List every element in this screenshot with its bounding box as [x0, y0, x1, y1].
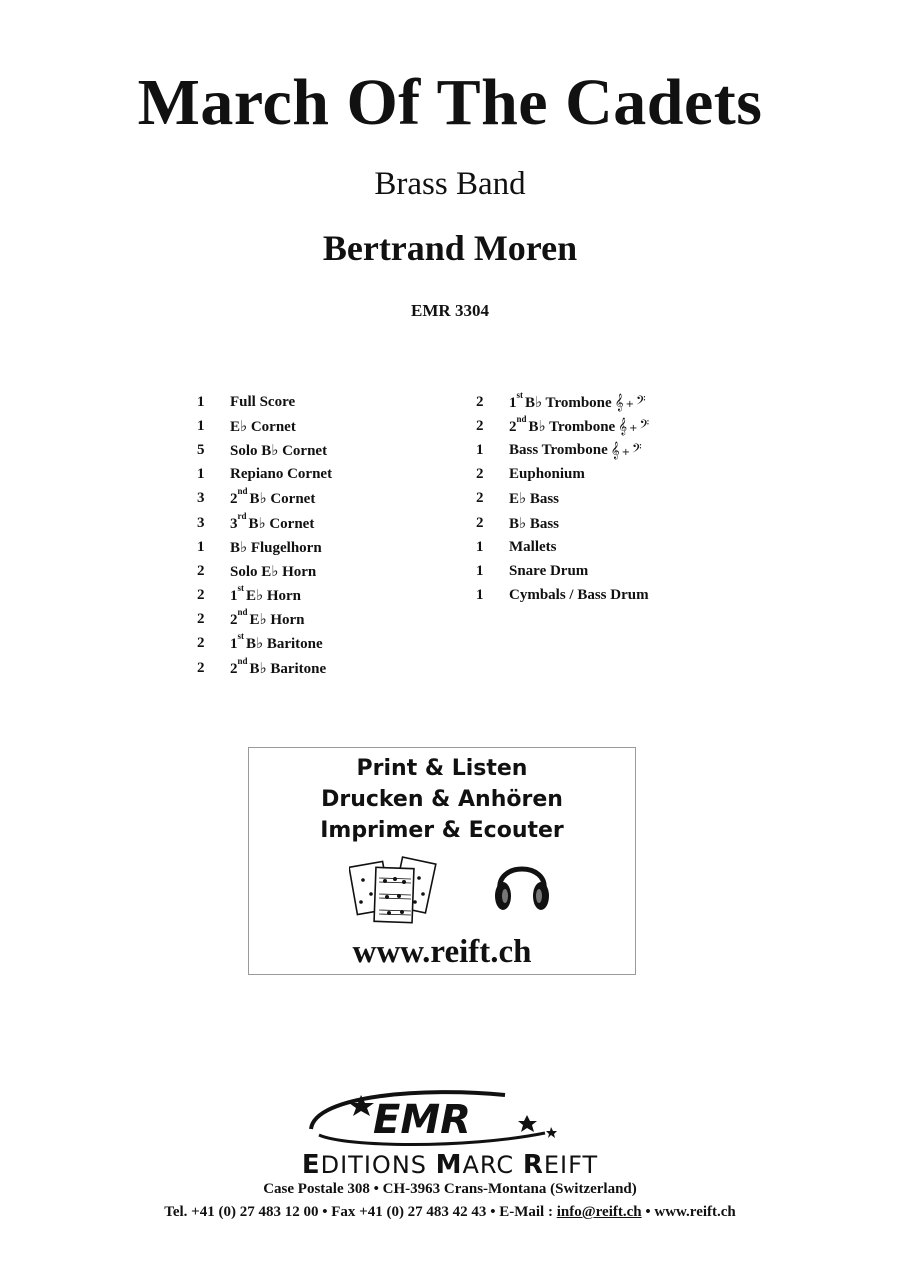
part-row [197, 414, 332, 438]
ensemble-subtitle: Brass Band [374, 166, 526, 202]
part-quantity: 2 [476, 466, 484, 483]
part-name [230, 466, 332, 483]
part-label: Solo E♭ Horn [230, 563, 317, 580]
part-label: B♭ Baritone [246, 636, 323, 653]
clef-icons [615, 393, 646, 411]
part-ordinal-suffix: nd [237, 486, 248, 497]
bass-clef-icon: 𝄢 [635, 393, 646, 412]
part-name [509, 514, 559, 533]
part-name [509, 389, 612, 412]
part-label: B♭ Baritone [249, 660, 327, 677]
part-label: B♭ Cornet [249, 491, 316, 508]
part-name [509, 413, 616, 436]
bass-clef-icon: 𝄢 [639, 417, 650, 436]
part-label: Solo B♭ Cornet [230, 442, 328, 459]
part-ordinal-suffix: nd [237, 607, 248, 618]
part-quantity: 1 [197, 393, 205, 410]
part-name [509, 442, 608, 459]
part-row [197, 632, 332, 656]
publisher-name [0, 1152, 900, 1178]
clef-icons [618, 417, 649, 435]
part-label: B♭ Trombone [525, 394, 612, 411]
part-name [230, 538, 322, 557]
publisher-name-eift: EIFT [543, 1151, 599, 1179]
part-name [230, 417, 296, 436]
plus-sign: + [625, 399, 634, 411]
piece-title: March Of The Cadets [137, 66, 763, 139]
part-label: E♭ Bass [509, 491, 560, 508]
part-ordinal-number: 1 [230, 588, 238, 605]
part-label: Euphonium [509, 466, 585, 483]
part-label: B♭ Cornet [248, 515, 315, 532]
part-row [476, 584, 649, 608]
part-name [230, 655, 327, 678]
promo-line-print-listen: Print & Listen [356, 756, 528, 781]
part-name [230, 394, 295, 411]
part-ordinal-number: 1 [230, 636, 238, 653]
part-quantity: 3 [197, 514, 205, 531]
treble-clef-icon: 𝄞 [610, 441, 620, 460]
part-label: Mallets [509, 538, 557, 555]
part-quantity: 2 [197, 659, 205, 676]
plus-sign: + [621, 447, 631, 459]
part-row [476, 390, 649, 414]
publisher-name-r: R [522, 1150, 544, 1180]
part-quantity: 1 [197, 417, 205, 434]
part-ordinal-number: 2 [509, 418, 517, 435]
part-ordinal-suffix: nd [516, 413, 527, 424]
part-row [476, 414, 649, 438]
promo-line-drucken: Drucken & Anhören [321, 787, 563, 812]
fax: Fax +41 (0) 27 483 42 43 [331, 1204, 487, 1220]
promo-line-imprimer: Imprimer & Ecouter [320, 818, 564, 843]
part-quantity: 5 [197, 441, 205, 458]
part-name [230, 486, 316, 508]
parts-list-left [197, 390, 332, 680]
part-label: B♭ Trombone [528, 418, 616, 435]
part-label: B♭ Flugelhorn [230, 539, 322, 556]
part-row [197, 390, 332, 414]
part-row [197, 559, 332, 583]
part-row [476, 511, 649, 535]
part-ordinal-number: 3 [230, 515, 238, 532]
emr-logo-text: EMR [373, 1097, 471, 1143]
part-quantity: 1 [197, 538, 205, 555]
telephone: Tel. +41 (0) 27 483 12 00 [164, 1204, 319, 1220]
publisher-address: Case Postale 308 • CH-3963 Crans-Montana (Switzerland) [263, 1181, 637, 1197]
clef-icons [611, 441, 642, 459]
part-label: E♭ Horn [249, 612, 305, 629]
promo-url[interactable]: www.reift.ch [352, 934, 532, 970]
part-quantity: 2 [476, 417, 484, 434]
sheet-music-icon [349, 854, 441, 926]
part-ordinal-suffix: rd [237, 510, 247, 521]
part-row [197, 487, 332, 511]
part-ordinal-suffix: st [516, 389, 523, 400]
part-ordinal-number: 2 [230, 491, 238, 508]
part-ordinal-suffix: nd [237, 655, 248, 666]
part-quantity: 1 [476, 441, 484, 458]
bass-clef-icon: 𝄢 [632, 441, 642, 460]
part-label: Bass Trombone [509, 441, 608, 458]
part-label: E♭ Cornet [230, 418, 296, 435]
part-label: Snare Drum [509, 562, 589, 579]
publisher-contact [0, 1205, 900, 1220]
part-name [230, 510, 315, 533]
part-quantity: 1 [476, 538, 484, 555]
part-label: B♭ Bass [509, 515, 560, 532]
part-row [197, 511, 332, 535]
part-ordinal-number: 2 [230, 612, 238, 629]
catalog-number: EMR 3304 [411, 301, 489, 320]
part-name [230, 562, 316, 581]
part-quantity: 2 [476, 514, 484, 531]
part-ordinal-number: 2 [230, 660, 238, 677]
plus-sign: + [629, 423, 638, 435]
part-quantity: 1 [197, 466, 205, 483]
print-listen-box[interactable] [248, 747, 636, 975]
part-name [230, 607, 305, 629]
part-label: Repiano Cornet [230, 466, 333, 483]
part-name [509, 489, 559, 508]
part-row [197, 535, 332, 559]
part-quantity: 1 [476, 587, 484, 604]
part-label: Cymbals / Bass Drum [509, 587, 649, 604]
publisher-name-arc: ARC [462, 1151, 523, 1179]
headphones-icon [492, 850, 552, 916]
part-row [476, 463, 649, 487]
part-row [197, 438, 332, 462]
publisher-name-ditions: DITIONS [320, 1151, 436, 1179]
composer-name: Bertrand Moren [322, 228, 578, 268]
separator: • [641, 1204, 655, 1220]
email-link[interactable]: info@reift.ch [556, 1204, 642, 1220]
part-row [476, 535, 649, 559]
part-ordinal-suffix: st [237, 631, 244, 642]
parts-list-right [476, 390, 649, 608]
part-row [197, 656, 332, 680]
part-quantity: 2 [197, 635, 205, 652]
part-row [197, 608, 332, 632]
part-quantity: 1 [476, 562, 484, 579]
part-name [509, 466, 585, 483]
part-label: E♭ Horn [246, 588, 301, 605]
part-name [230, 631, 323, 653]
part-name [509, 563, 588, 580]
treble-clef-icon: 𝄞 [618, 417, 628, 436]
part-quantity: 2 [476, 393, 484, 410]
part-quantity: 2 [197, 587, 205, 604]
part-row [476, 487, 649, 511]
treble-clef-icon: 𝄞 [614, 393, 624, 412]
part-row [197, 584, 332, 608]
part-quantity: 2 [197, 611, 205, 628]
website-link[interactable]: www.reift.ch [654, 1204, 736, 1220]
part-row [476, 559, 649, 583]
separator: • [318, 1204, 332, 1220]
part-row [476, 438, 649, 462]
part-label: Full Score [230, 393, 296, 410]
publisher-name-e: E [301, 1150, 321, 1180]
part-name [230, 583, 301, 605]
emr-logo [305, 1085, 565, 1151]
part-ordinal-suffix: st [237, 583, 244, 594]
part-quantity: 2 [197, 562, 205, 579]
part-name [230, 441, 327, 460]
part-name [509, 587, 649, 604]
part-ordinal-number: 1 [509, 394, 517, 411]
publisher-name-m: M [435, 1150, 463, 1180]
part-quantity: 3 [197, 490, 205, 507]
email-label: E-Mail : [499, 1204, 557, 1220]
part-quantity: 2 [476, 490, 484, 507]
part-row [197, 463, 332, 487]
separator: • [486, 1204, 500, 1220]
part-name [509, 539, 556, 556]
